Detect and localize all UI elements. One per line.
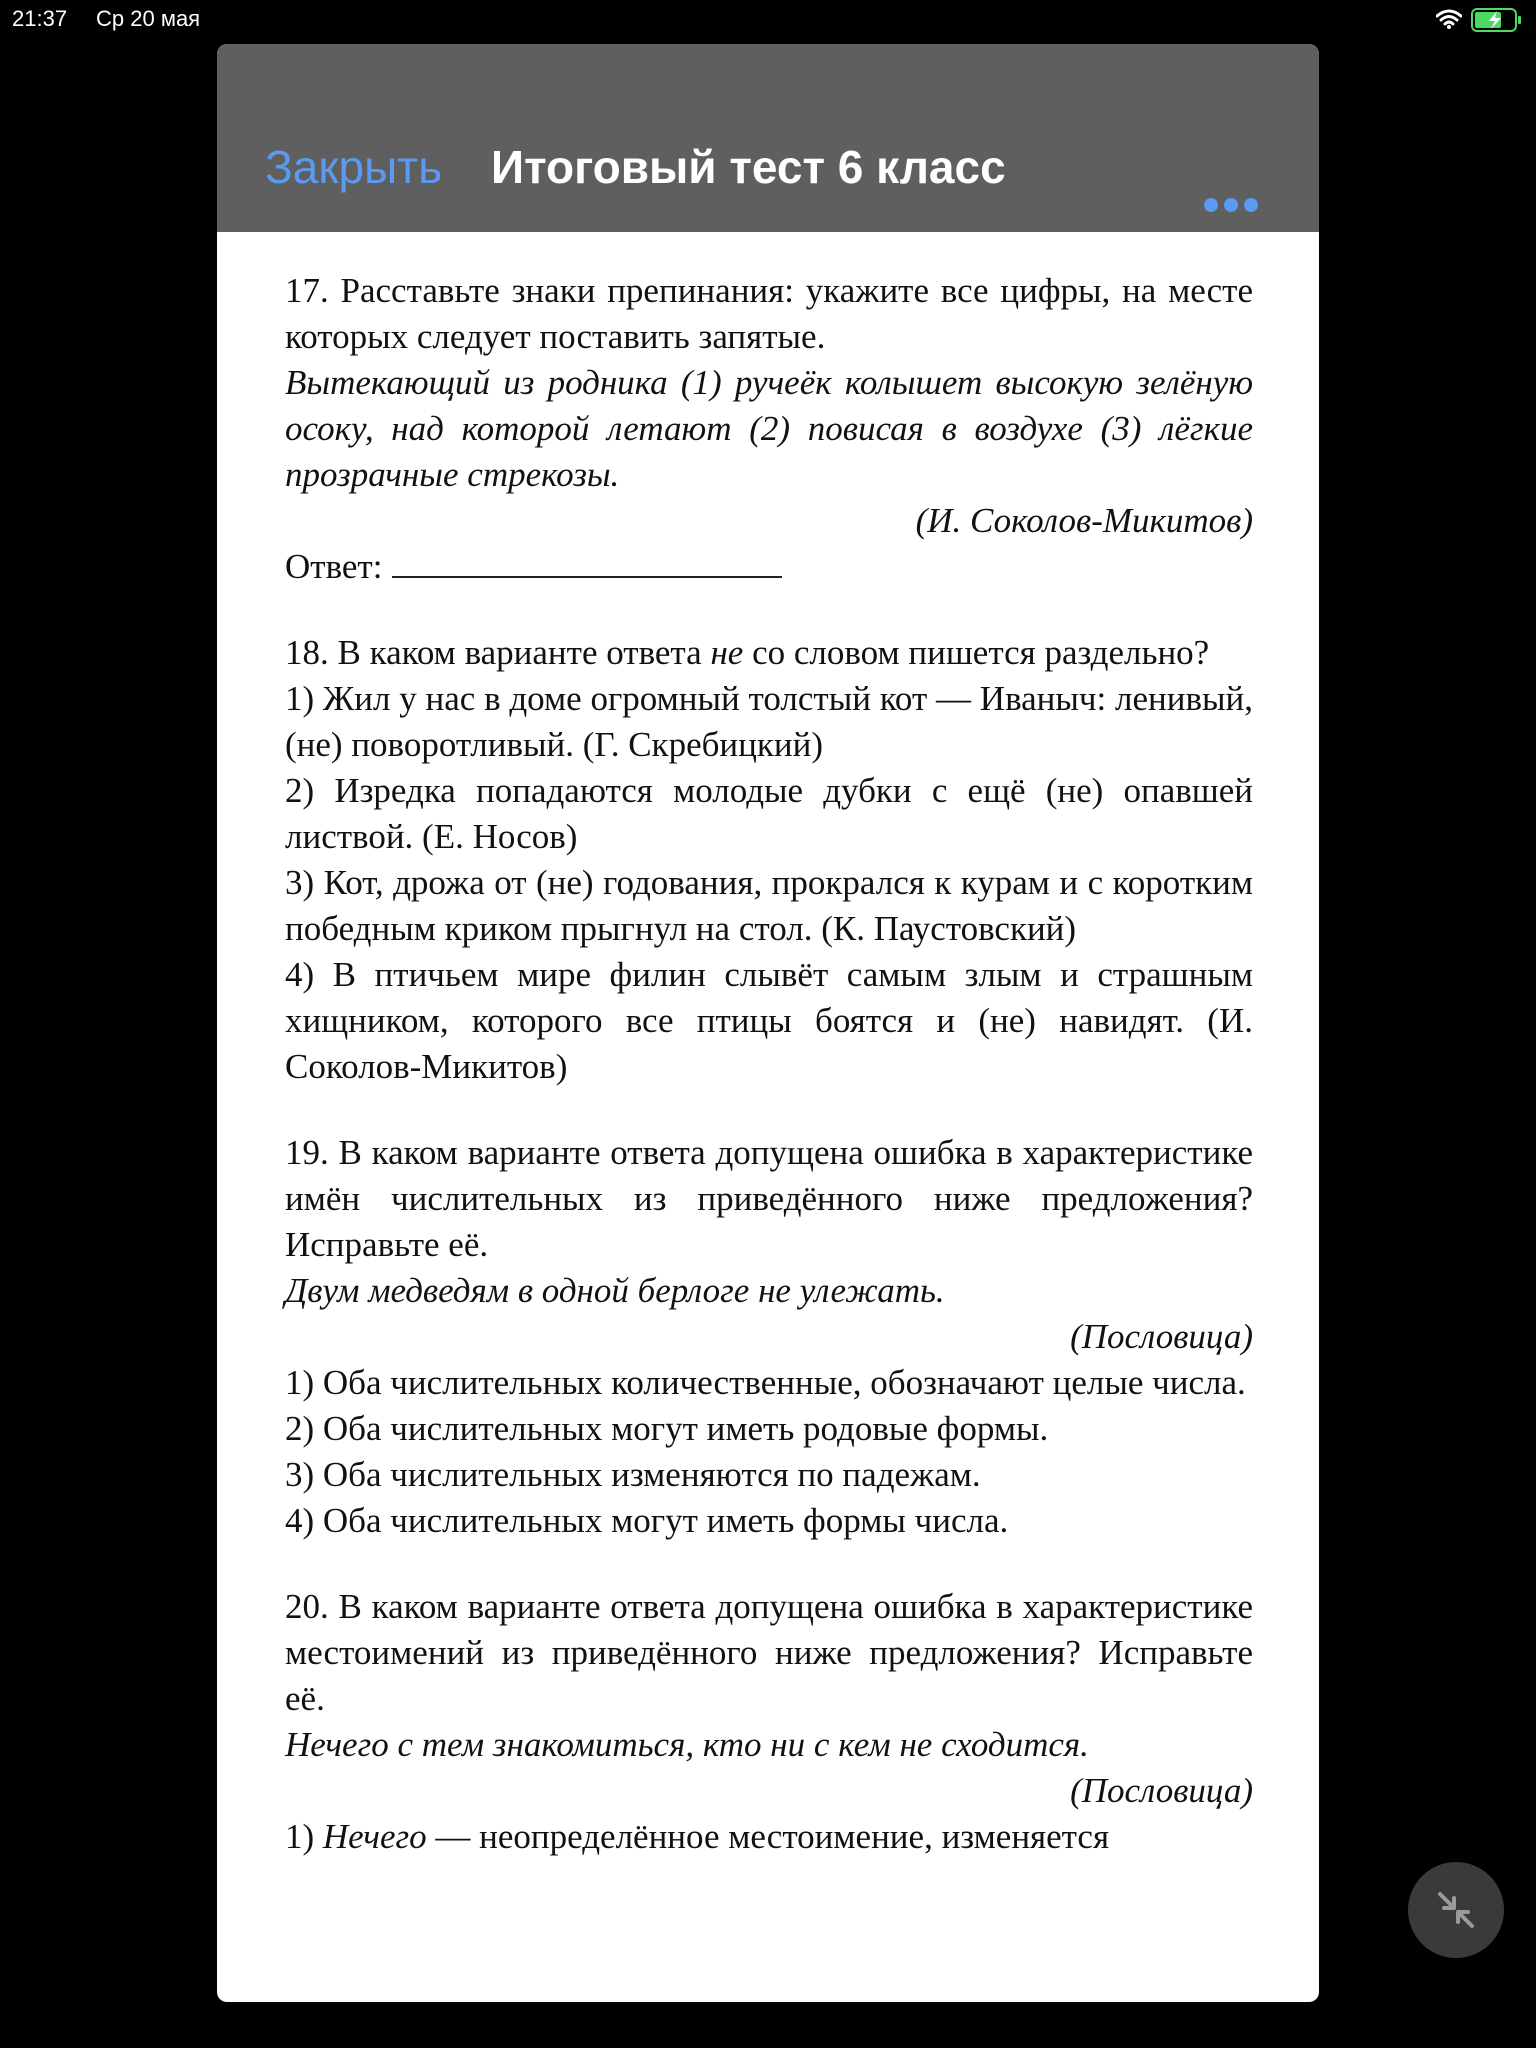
question-prompt: 19. В каком варианте ответа допущена ошибка в характеристике имён числительных из приведённого ниже предложения? Исправьте её. xyxy=(285,1133,1253,1264)
answer-row xyxy=(285,544,1253,590)
quote-source: (Пословица) xyxy=(1070,1771,1253,1810)
prompt-start: 18. В каком варианте ответа xyxy=(285,633,702,672)
option-word: Нечего xyxy=(322,1817,427,1856)
wifi-icon xyxy=(1436,9,1462,29)
answer-option: 4) В птичьем мире филин слывёт самым злым и страшным хищником, которого все птицы боятся и (не) навидят. (И. Соколов-Микитов) xyxy=(285,955,1253,1086)
more-dots-icon[interactable] xyxy=(1201,194,1261,216)
status-time: 21:37 xyxy=(12,6,68,31)
answer-option: 1) Жил у нас в доме огромный толстый кот — Иваныч: ленивый, (не) поворотливый. (Г. Скребицкий) xyxy=(285,679,1253,764)
status-date: Ср 20 мая xyxy=(96,6,201,31)
page-title: Итоговый тест 6 класс xyxy=(491,141,1006,193)
navigation-header xyxy=(217,44,1319,232)
answer-option: 1) Оба числительных количественные, обозначают целые числа. xyxy=(285,1363,1246,1402)
answer-option: 3) Кот, дрожа от (не) годования, прокрался к курам и с коротким победным криком прыгнул на стол. (К. Паустовский) xyxy=(285,863,1253,948)
question-sentence: Нечего с тем знакомиться, кто ни с кем не сходится. xyxy=(285,1725,1089,1764)
collapse-button[interactable] xyxy=(1408,1862,1504,1958)
answer-option: 2) Изредка попадаются молодые дубки с ещё (не) опавшей листвой. (Е. Носов) xyxy=(285,771,1253,856)
answer-option: 4) Оба числительных могут иметь формы числа. xyxy=(285,1501,1009,1540)
battery-charging-icon xyxy=(1471,8,1523,32)
status-bar xyxy=(0,0,1536,40)
option-text: — неопределённое местоимение, изменяется xyxy=(426,1817,1110,1856)
quote-source: (И. Соколов-Микитов) xyxy=(915,501,1253,540)
question-prompt: 20. В каком варианте ответа допущена ошибка в характеристике местоимений из приведённого ниже предложения? Исправьте её. xyxy=(285,1587,1253,1718)
answer-option: 2) Оба числительных могут иметь родовые формы. xyxy=(285,1409,1049,1448)
prompt-end: со словом пишется раздельно? xyxy=(752,633,1210,672)
question-prompt: 17. Расставьте знаки препинания: укажите все цифры, на месте которых следует поставить запятые. xyxy=(285,271,1253,356)
question-prompt xyxy=(285,630,1253,676)
question-20 xyxy=(285,1584,1253,1860)
answer-blank[interactable] xyxy=(392,546,782,578)
answer-option: 3) Оба числительных изменяются по падежам. xyxy=(285,1455,981,1494)
question-sentence: Двум медведям в одной берлоге не улежать. xyxy=(285,1271,945,1310)
question-18 xyxy=(285,630,1253,1090)
collapse-arrows-icon xyxy=(1432,1886,1480,1934)
prompt-emphasis: не xyxy=(710,633,744,672)
quote-source: (Пословица) xyxy=(1070,1317,1253,1356)
document-viewer xyxy=(217,44,1319,2002)
answer-option xyxy=(285,1814,1253,1860)
question-19 xyxy=(285,1130,1253,1544)
answer-label: Ответ: xyxy=(285,547,383,586)
document-content xyxy=(285,268,1253,1860)
question-sentence: Вытекающий из родника (1) ручеёк колышет высокую зелёную осоку, над которой летают (2) повисая в воздухе (3) лёгкие прозрачные стрекозы. xyxy=(285,363,1253,494)
close-button[interactable]: Закрыть xyxy=(265,141,443,193)
option-number: 1) xyxy=(285,1817,315,1856)
question-17 xyxy=(285,268,1253,590)
